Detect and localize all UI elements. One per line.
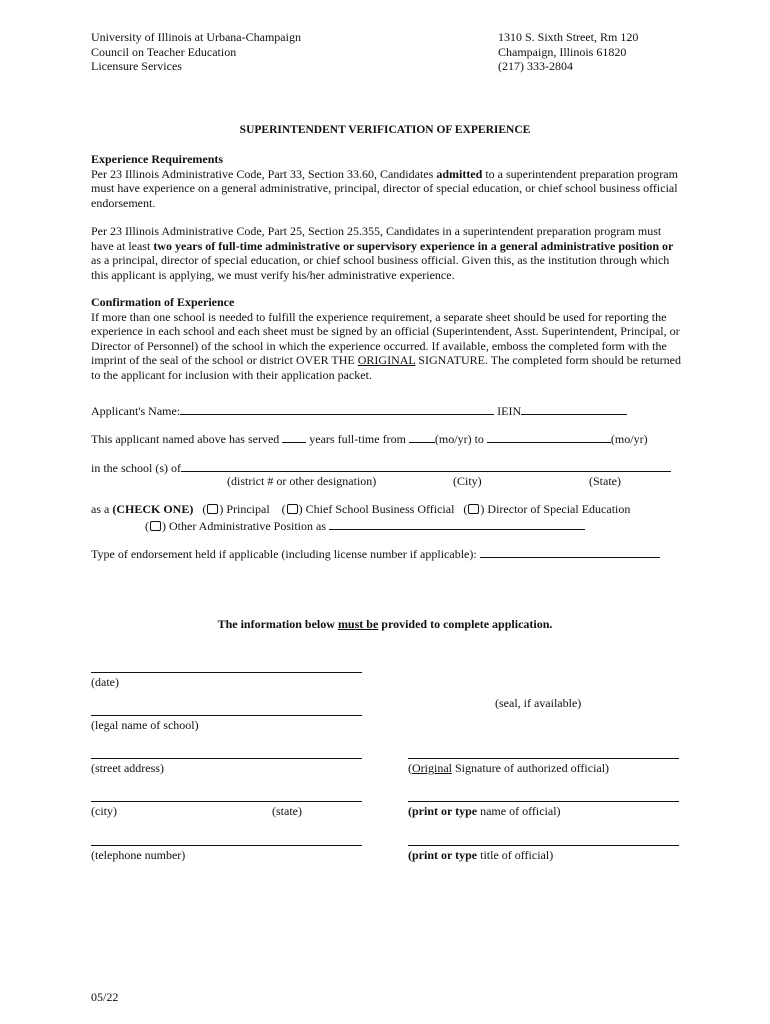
other-position-label: Other Administrative Position as — [166, 519, 326, 533]
experience-paragraph-1: Per 23 Illinois Administrative Code, Part 33, Section 33.60, Candidates admitted to a superintendent preparation program must have experience on a general administrative, principal, director of special education, or chief school business official endorsement. — [91, 166, 678, 210]
state-line-caption: (state) — [272, 804, 302, 818]
experience-section — [91, 152, 681, 210]
legal-name-line[interactable] — [91, 715, 362, 716]
years-field[interactable] — [282, 430, 306, 443]
official-title-caption: (print or type title of official) — [408, 848, 554, 862]
header-services: Licensure Services — [91, 59, 182, 73]
principal-option-label: Principal — [223, 502, 270, 516]
endorsement-field[interactable] — [480, 545, 660, 558]
experience-heading: Experience Requirements — [91, 152, 224, 166]
header-phone: (217) 333-2804 — [498, 59, 573, 73]
telephone-caption: (telephone number) — [91, 848, 186, 862]
city-caption: (City) — [453, 474, 482, 488]
csbo-option-label: Chief School Business Official — [302, 502, 455, 516]
iein-field[interactable] — [521, 402, 627, 415]
street-address-caption: (street address) — [91, 761, 164, 775]
school-field[interactable] — [181, 459, 671, 472]
applicant-name-field[interactable] — [180, 402, 494, 415]
official-name-caption: (print or type name of official) — [408, 804, 561, 818]
endorsement-label: Type of endorsement held if applicable (including license number if applicable): — [91, 547, 477, 561]
header-street: 1310 S. Sixth Street, Rm 120 — [498, 30, 639, 44]
city-line-caption: (city) — [91, 804, 117, 818]
official-title-line[interactable] — [408, 845, 679, 846]
telephone-line[interactable] — [91, 845, 362, 846]
header-city: Champaign, Illinois 61820 — [498, 44, 627, 59]
info-notice: The information below must be provided to complete application. — [217, 617, 553, 631]
experience-paragraph-2: Per 23 Illinois Administrative Code, Part 25, Section 25.355, Candidates in a superintendent preparation program must have at least two years of full-time administrative or supervisory experience in a general administrative position or as a principal, director of special education, or chief school business official. Given this, as the institution through which this applicant is applying, we must verify his/her administrative experience. — [91, 224, 674, 282]
date-line[interactable] — [91, 672, 362, 673]
school-label: in the school (s) of — [91, 461, 181, 475]
applicant-name-label: Applicant's Name: — [91, 404, 181, 418]
school-row — [91, 459, 671, 476]
header-council: Council on Teacher Education — [91, 44, 237, 59]
iein-label: IEIN — [497, 404, 522, 418]
signature-caption: (Original Signature of authorized official) — [408, 761, 610, 775]
header-university: University of Illinois at Urbana-Champaign — [91, 30, 301, 44]
legal-name-caption: (legal name of school) — [91, 718, 199, 732]
endorsement-row — [91, 545, 660, 562]
confirmation-section — [91, 295, 681, 382]
page-title: SUPERINTENDENT VERIFICATION OF EXPERIENCE — [239, 124, 531, 136]
signature-line[interactable] — [408, 758, 679, 759]
seal-caption: (seal, if available) — [495, 696, 582, 710]
other-position-field[interactable] — [329, 517, 585, 530]
header-right — [498, 30, 638, 74]
csbo-checkbox[interactable] — [287, 504, 298, 514]
principal-checkbox[interactable] — [207, 504, 218, 514]
other-position-row: ( ) Other Administrative Position as — [145, 517, 585, 534]
official-name-line[interactable] — [408, 801, 679, 802]
dse-checkbox[interactable] — [468, 504, 479, 514]
from-date-field[interactable] — [409, 430, 435, 443]
state-caption: (State) — [589, 474, 621, 488]
position-check-row: as a (CHECK ONE) ( ) Principal ( ) Chief School Business Official ( ) Director of Special Education — [91, 502, 631, 516]
other-position-checkbox[interactable] — [150, 521, 161, 531]
years-served-row: This applicant named above has served years full-time from (mo/yr) to (mo/yr) — [91, 432, 648, 446]
applicant-row — [91, 402, 627, 419]
to-date-field[interactable] — [487, 430, 611, 443]
street-address-line[interactable] — [91, 758, 362, 759]
form-version: 05/22 — [91, 990, 119, 1004]
confirmation-paragraph: If more than one school is needed to fulfill the experience requirement, a separate sheet should be used for reporting the experience in each school and each sheet must be signed by an official (Superintendent, Asst. Superintendent, Principal, or Director of Personnel) of the school in which the experience occurred. If available, emboss the completed form with the imprint of the seal of the school or district OVER THE ORIGINAL SIGNATURE. The completed form should be returned to the applicant for inclusion with their application packet. — [91, 309, 682, 382]
date-caption: (date) — [91, 675, 119, 689]
confirmation-heading: Confirmation of Experience — [91, 295, 235, 309]
header-left — [91, 30, 301, 74]
city-state-line[interactable] — [91, 801, 362, 802]
dse-option-label: Director of Special Education — [484, 502, 631, 516]
district-caption: (district # or other designation) — [227, 474, 377, 488]
check-one-label: (CHECK ONE) — [112, 502, 194, 516]
